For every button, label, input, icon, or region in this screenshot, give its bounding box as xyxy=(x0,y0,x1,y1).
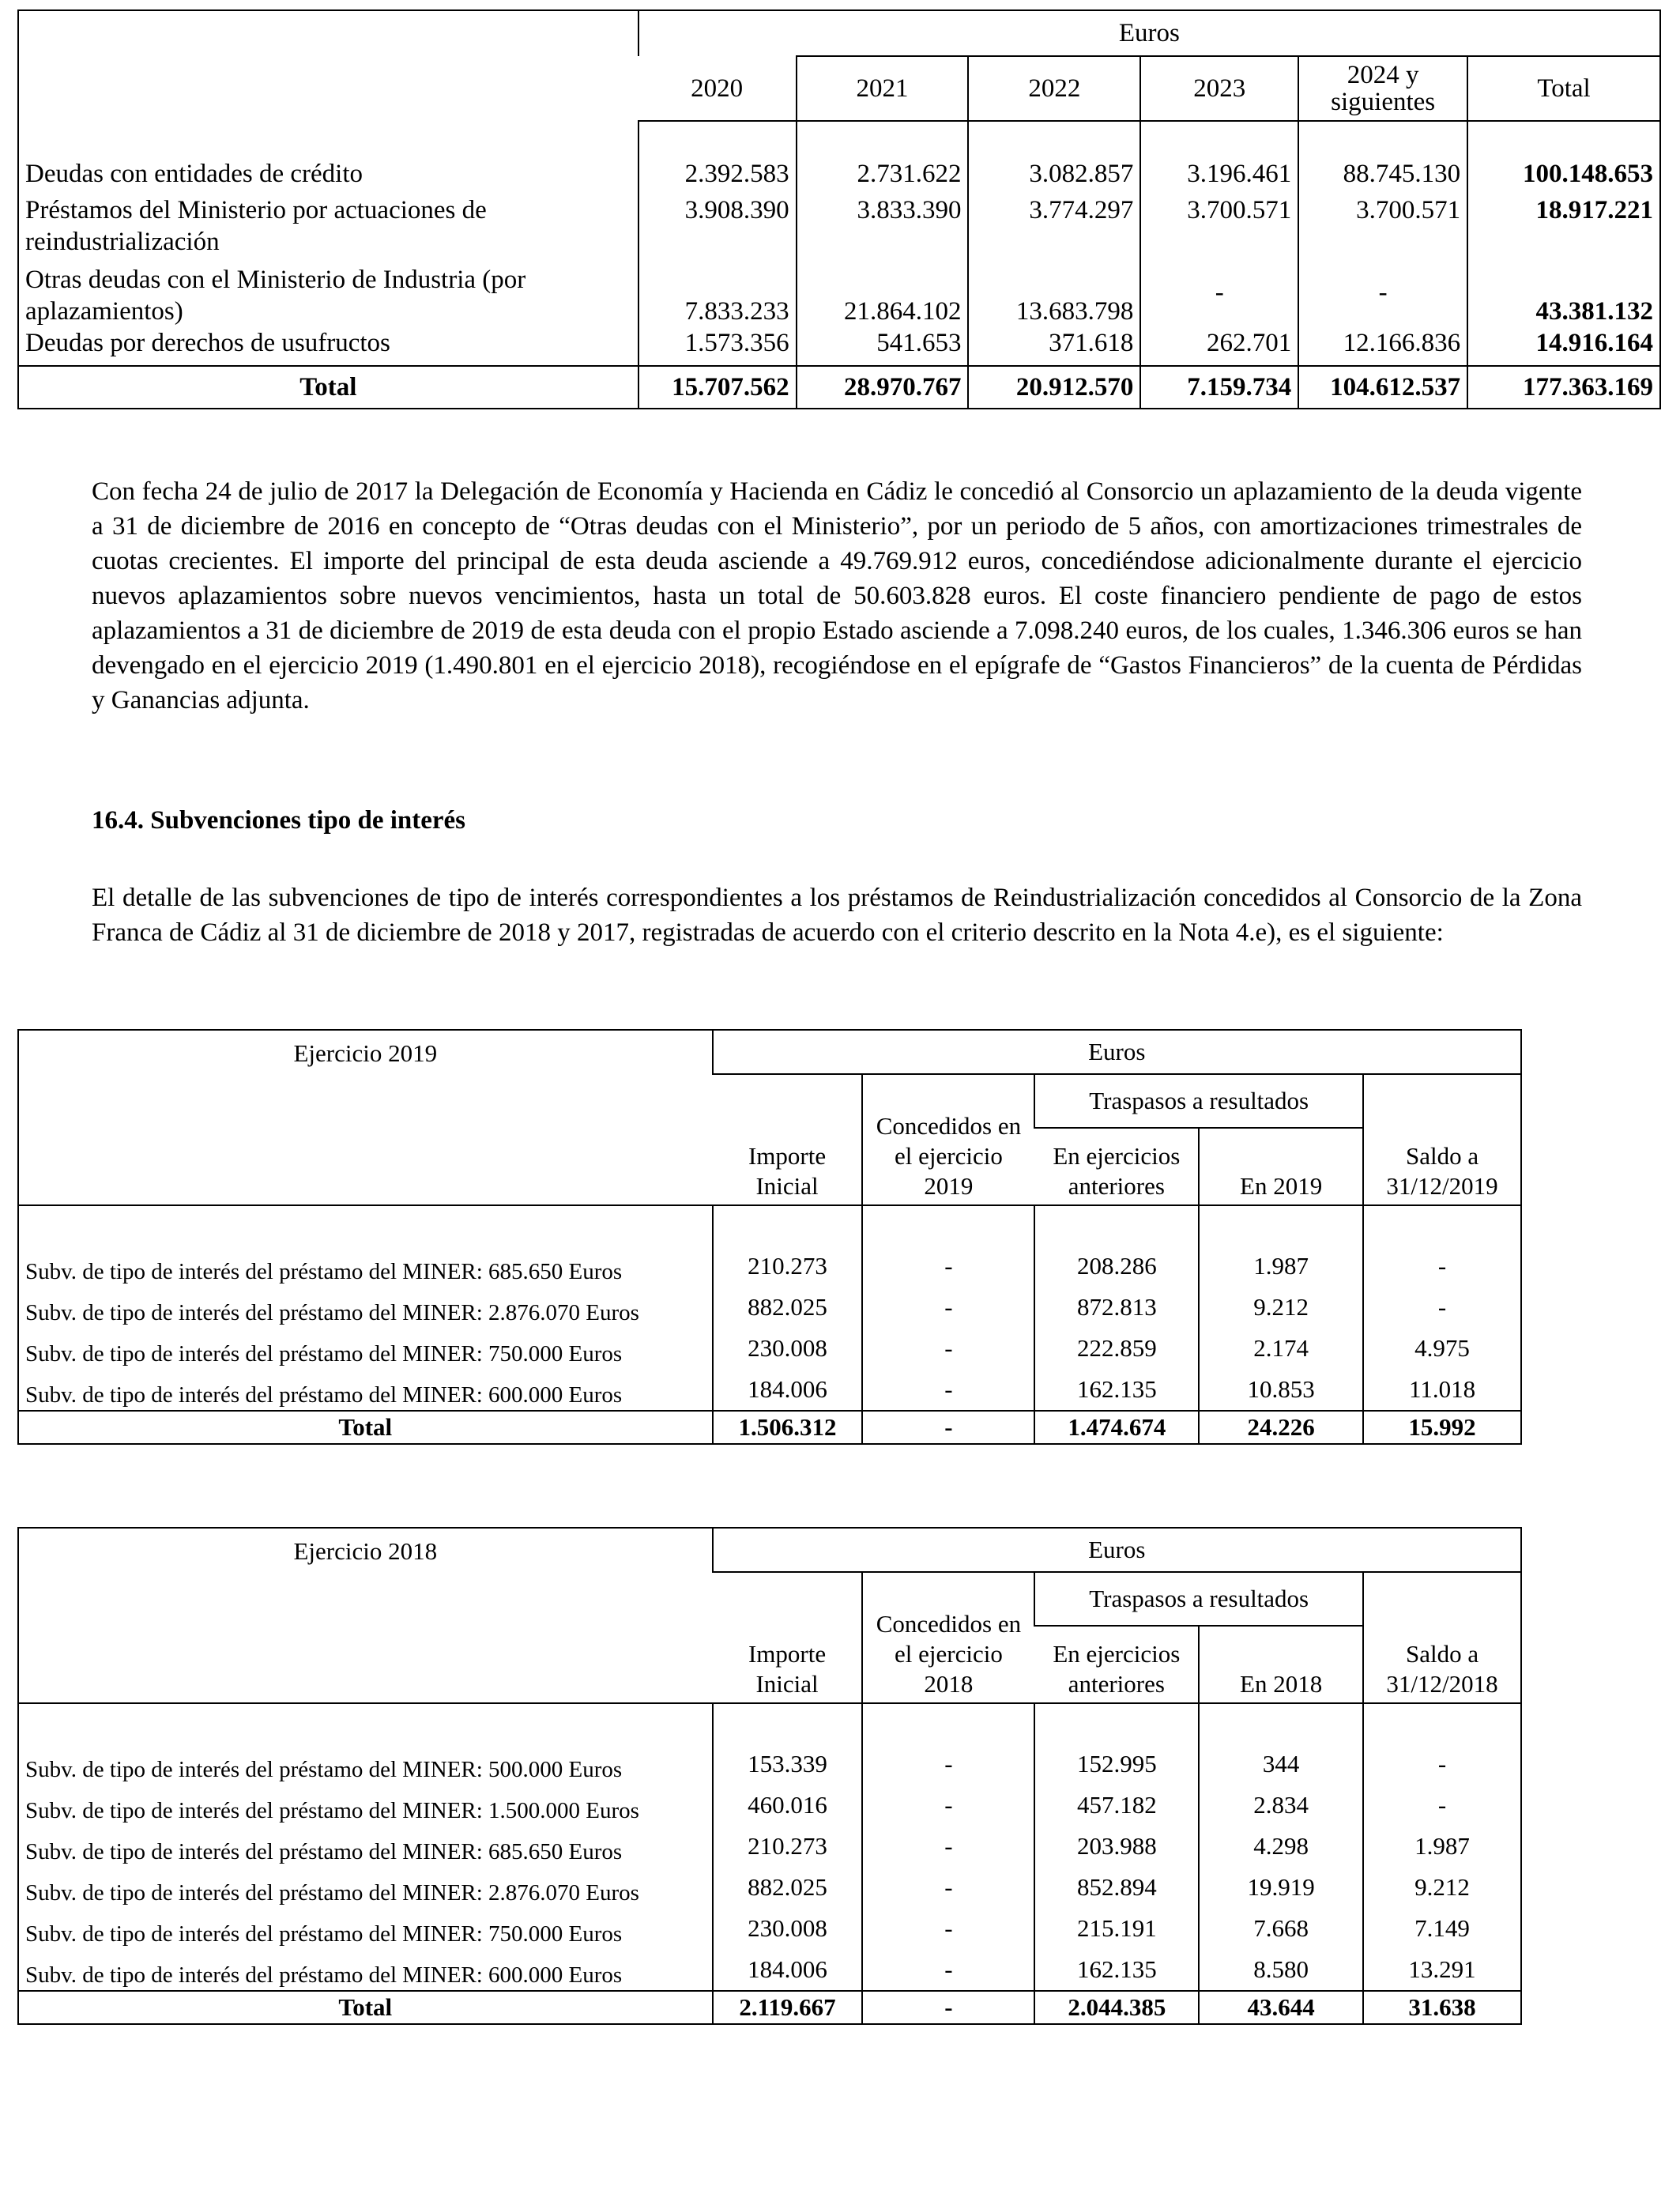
cell: 262.701 xyxy=(1140,327,1298,366)
cell: 2.731.622 xyxy=(797,158,969,190)
cell: 457.182 xyxy=(1034,1785,1199,1826)
cell: 222.859 xyxy=(1034,1328,1199,1369)
cell: 882.025 xyxy=(713,1287,863,1328)
cell: - xyxy=(862,1369,1034,1411)
cell: 184.006 xyxy=(713,1369,863,1411)
column-header-traspasos: Traspasos a resultados xyxy=(1034,1074,1363,1128)
cell: 2.392.583 xyxy=(638,158,797,190)
cell: - xyxy=(862,1949,1034,1991)
row-label: Subv. de tipo de interés del préstamo del MINER: 685.650 Euros xyxy=(25,1839,623,1864)
total-cell: 28.970.767 xyxy=(797,366,969,409)
cell: 1.987 xyxy=(1199,1246,1363,1287)
group-header: Euros xyxy=(713,1030,1521,1074)
column-header-anteriores: En ejercicios anteriores xyxy=(1053,1142,1181,1200)
cell: - xyxy=(1363,1246,1521,1287)
cell: - xyxy=(1140,258,1298,327)
section-heading: 16.4. Subvenciones tipo de interés xyxy=(92,806,466,835)
cell: 460.016 xyxy=(713,1785,863,1826)
cell: 11.018 xyxy=(1363,1369,1521,1411)
table-title: Ejercicio 2018 xyxy=(293,1537,438,1565)
row-label: Subv. de tipo de interés del préstamo del MINER: 685.650 Euros xyxy=(25,1259,623,1284)
column-header-en: En 2018 xyxy=(1199,1626,1363,1703)
column-header: Total xyxy=(1467,56,1660,121)
cell: 1.987 xyxy=(1363,1826,1521,1867)
group-header: Euros xyxy=(638,10,1660,56)
cell: 882.025 xyxy=(713,1867,863,1908)
table-row xyxy=(18,158,1660,190)
cell: 371.618 xyxy=(968,327,1140,366)
cell: 4.975 xyxy=(1363,1328,1521,1369)
cell: 12.166.836 xyxy=(1298,327,1467,366)
cell: 19.919 xyxy=(1199,1867,1363,1908)
total-cell: 177.363.169 xyxy=(1467,366,1660,409)
cell: 3.833.390 xyxy=(797,190,969,258)
cell: - xyxy=(862,1908,1034,1949)
row-label: Deudas con entidades de crédito xyxy=(25,160,363,188)
cell: 210.273 xyxy=(713,1246,863,1287)
cell-total: 14.916.164 xyxy=(1467,327,1660,366)
cell: 88.745.130 xyxy=(1298,158,1467,190)
cell: - xyxy=(862,1867,1034,1908)
table-row xyxy=(18,1246,1521,1287)
total-label: Total xyxy=(18,1991,713,2024)
cell: - xyxy=(1298,258,1467,327)
subvenciones-2019-table xyxy=(17,1029,1522,1445)
cell: 7.149 xyxy=(1363,1908,1521,1949)
cell: - xyxy=(862,1826,1034,1867)
column-header: 2023 xyxy=(1140,56,1298,121)
column-header: 2021 xyxy=(797,56,969,121)
table-row xyxy=(18,1287,1521,1328)
row-label: Subv. de tipo de interés del préstamo del MINER: 500.000 Euros xyxy=(25,1757,623,1782)
row-label: Subv. de tipo de interés del préstamo del MINER: 750.000 Euros xyxy=(25,1341,623,1367)
total-label: Total xyxy=(18,1411,713,1444)
cell: 3.082.857 xyxy=(968,158,1140,190)
header-blank xyxy=(18,10,638,121)
column-header-saldo: Saldo a 31/12/2019 xyxy=(1363,1074,1521,1205)
cell-total: 43.381.132 xyxy=(1467,258,1660,327)
cell: 162.135 xyxy=(1034,1369,1199,1411)
subvenciones-2018-table xyxy=(17,1527,1522,2025)
cell: 872.813 xyxy=(1034,1287,1199,1328)
cell: - xyxy=(1363,1785,1521,1826)
cell-total: 100.148.653 xyxy=(1467,158,1660,190)
total-cell: 24.226 xyxy=(1199,1411,1363,1444)
column-header-concedidos: Concedidos en el ejercicio 2019 xyxy=(862,1074,1034,1205)
row-label: Subv. de tipo de interés del préstamo del MINER: 1.500.000 Euros xyxy=(25,1798,639,1823)
cell: 13.291 xyxy=(1363,1949,1521,1991)
column-header-concedidos: Concedidos en el ejercicio 2018 xyxy=(862,1572,1034,1703)
cell: 21.864.102 xyxy=(797,258,969,327)
total-cell: 104.612.537 xyxy=(1298,366,1467,409)
cell: 852.894 xyxy=(1034,1867,1199,1908)
cell: 2.174 xyxy=(1199,1328,1363,1369)
cell: 208.286 xyxy=(1034,1246,1199,1287)
cell: 152.995 xyxy=(1034,1744,1199,1785)
cell: 541.653 xyxy=(797,327,969,366)
total-cell: 1.474.674 xyxy=(1034,1411,1199,1444)
cell: 8.580 xyxy=(1199,1949,1363,1991)
cell: 2.834 xyxy=(1199,1785,1363,1826)
column-header-importe: Importe Inicial xyxy=(748,1142,827,1200)
cell: 3.196.461 xyxy=(1140,158,1298,190)
table-row xyxy=(18,1826,1521,1867)
cell: 13.683.798 xyxy=(968,258,1140,327)
cell: 3.700.571 xyxy=(1140,190,1298,258)
cell: 9.212 xyxy=(1363,1867,1521,1908)
row-label: Subv. de tipo de interés del préstamo del MINER: 600.000 Euros xyxy=(25,1962,623,1988)
cell: 344 xyxy=(1199,1744,1363,1785)
body-paragraph: Con fecha 24 de julio de 2017 la Delegación de Economía y Hacienda en Cádiz le concedió al Consorcio un aplazamiento de la deuda vigente a 31 de diciembre de 2016 en concepto de “Otras deudas con el Ministerio”, por un periodo de 5 años, con amortizaciones trimestrales de cuotas crecientes. El importe del principal de esta deuda asciende a 49.769.912 euros, concediéndose adicionalmente durante el ejercicio nuevos aplazamientos sobre nuevos vencimientos, hasta un total de 50.603.828 euros. El coste financiero pendiente de pago de estos aplazamientos a 31 de diciembre de 2019 de esta deuda con el propio Estado asciende a 7.098.240 euros, de los cuales, 1.346.306 euros se han devengado en el ejercicio 2019 (1.490.801 en el ejercicio 2018), recogiéndose en el epígrafe de “Gastos Financieros” de la cuenta de Pérdidas y Ganancias adjunta. xyxy=(92,477,1582,714)
row-label: Préstamos del Ministerio por actuaciones de reindustrialización xyxy=(25,196,487,256)
total-row xyxy=(18,1991,1521,2024)
total-label: Total xyxy=(18,366,638,409)
cell: 10.853 xyxy=(1199,1369,1363,1411)
cell: 3.908.390 xyxy=(638,190,797,258)
cell-total: 18.917.221 xyxy=(1467,190,1660,258)
column-header: 2022 xyxy=(968,56,1140,121)
cell: - xyxy=(862,1744,1034,1785)
row-label: Deudas por derechos de usufructos xyxy=(25,329,390,357)
cell: 184.006 xyxy=(713,1949,863,1991)
group-header: Euros xyxy=(713,1528,1521,1572)
body-paragraph: El detalle de las subvenciones de tipo de interés correspondientes a los préstamos de Reindustrialización concedidos al Consorcio de la Zona Franca de Cádiz al 31 de diciembre de 2018 y 2017, registradas de acuerdo con el criterio descrito en la Nota 4.e), es el siguiente: xyxy=(92,884,1582,947)
table-row xyxy=(18,327,1660,366)
total-cell: 2.119.667 xyxy=(713,1991,863,2024)
cell: - xyxy=(1363,1287,1521,1328)
total-cell: 31.638 xyxy=(1363,1991,1521,2024)
table-title: Ejercicio 2019 xyxy=(293,1039,438,1067)
cell: - xyxy=(862,1328,1034,1369)
column-header-traspasos: Traspasos a resultados xyxy=(1034,1572,1363,1626)
row-label: Otras deudas con el Ministerio de Industria (por aplazamientos) xyxy=(25,266,526,326)
row-label: Subv. de tipo de interés del préstamo del MINER: 750.000 Euros xyxy=(25,1921,623,1947)
table-row xyxy=(18,1369,1521,1411)
column-header: 2020 xyxy=(638,56,797,121)
table-row xyxy=(18,190,1660,258)
cell: 210.273 xyxy=(713,1826,863,1867)
row-label: Subv. de tipo de interés del préstamo del MINER: 600.000 Euros xyxy=(25,1382,623,1408)
cell: 9.212 xyxy=(1199,1287,1363,1328)
row-label: Subv. de tipo de interés del préstamo del MINER: 2.876.070 Euros xyxy=(25,1300,639,1325)
cell: 7.668 xyxy=(1199,1908,1363,1949)
cell: - xyxy=(862,1246,1034,1287)
cell: 203.988 xyxy=(1034,1826,1199,1867)
cell: 162.135 xyxy=(1034,1949,1199,1991)
column-header-saldo: Saldo a 31/12/2018 xyxy=(1363,1572,1521,1703)
cell: 3.700.571 xyxy=(1298,190,1467,258)
total-cell: - xyxy=(862,1991,1034,2024)
total-row xyxy=(18,1411,1521,1444)
table-row xyxy=(18,1744,1521,1785)
total-cell: 15.707.562 xyxy=(638,366,797,409)
cell: 3.774.297 xyxy=(968,190,1140,258)
cell: 4.298 xyxy=(1199,1826,1363,1867)
total-cell: 7.159.734 xyxy=(1140,366,1298,409)
cell: - xyxy=(862,1785,1034,1826)
cell: 153.339 xyxy=(713,1744,863,1785)
table-row xyxy=(18,258,1660,327)
row-label: Subv. de tipo de interés del préstamo del MINER: 2.876.070 Euros xyxy=(25,1880,639,1906)
total-cell: 2.044.385 xyxy=(1034,1991,1199,2024)
table-row xyxy=(18,1949,1521,1991)
cell: - xyxy=(862,1287,1034,1328)
total-row xyxy=(18,366,1660,409)
total-cell: 20.912.570 xyxy=(968,366,1140,409)
cell: - xyxy=(1363,1744,1521,1785)
column-header: 2024 y siguientes xyxy=(1298,56,1467,121)
cell: 1.573.356 xyxy=(638,327,797,366)
table-row xyxy=(18,1867,1521,1908)
total-cell: - xyxy=(862,1411,1034,1444)
column-header-importe: Importe Inicial xyxy=(748,1640,827,1698)
table-row xyxy=(18,1328,1521,1369)
table-row xyxy=(18,1908,1521,1949)
debt-maturity-table xyxy=(17,9,1661,409)
column-header-anteriores: En ejercicios anteriores xyxy=(1053,1640,1181,1698)
cell: 230.008 xyxy=(713,1908,863,1949)
total-cell: 1.506.312 xyxy=(713,1411,863,1444)
total-cell: 15.992 xyxy=(1363,1411,1521,1444)
cell: 215.191 xyxy=(1034,1908,1199,1949)
total-cell: 43.644 xyxy=(1199,1991,1363,2024)
table-row xyxy=(18,1785,1521,1826)
column-header-en: En 2019 xyxy=(1199,1128,1363,1205)
cell: 230.008 xyxy=(713,1328,863,1369)
cell: 7.833.233 xyxy=(638,258,797,327)
